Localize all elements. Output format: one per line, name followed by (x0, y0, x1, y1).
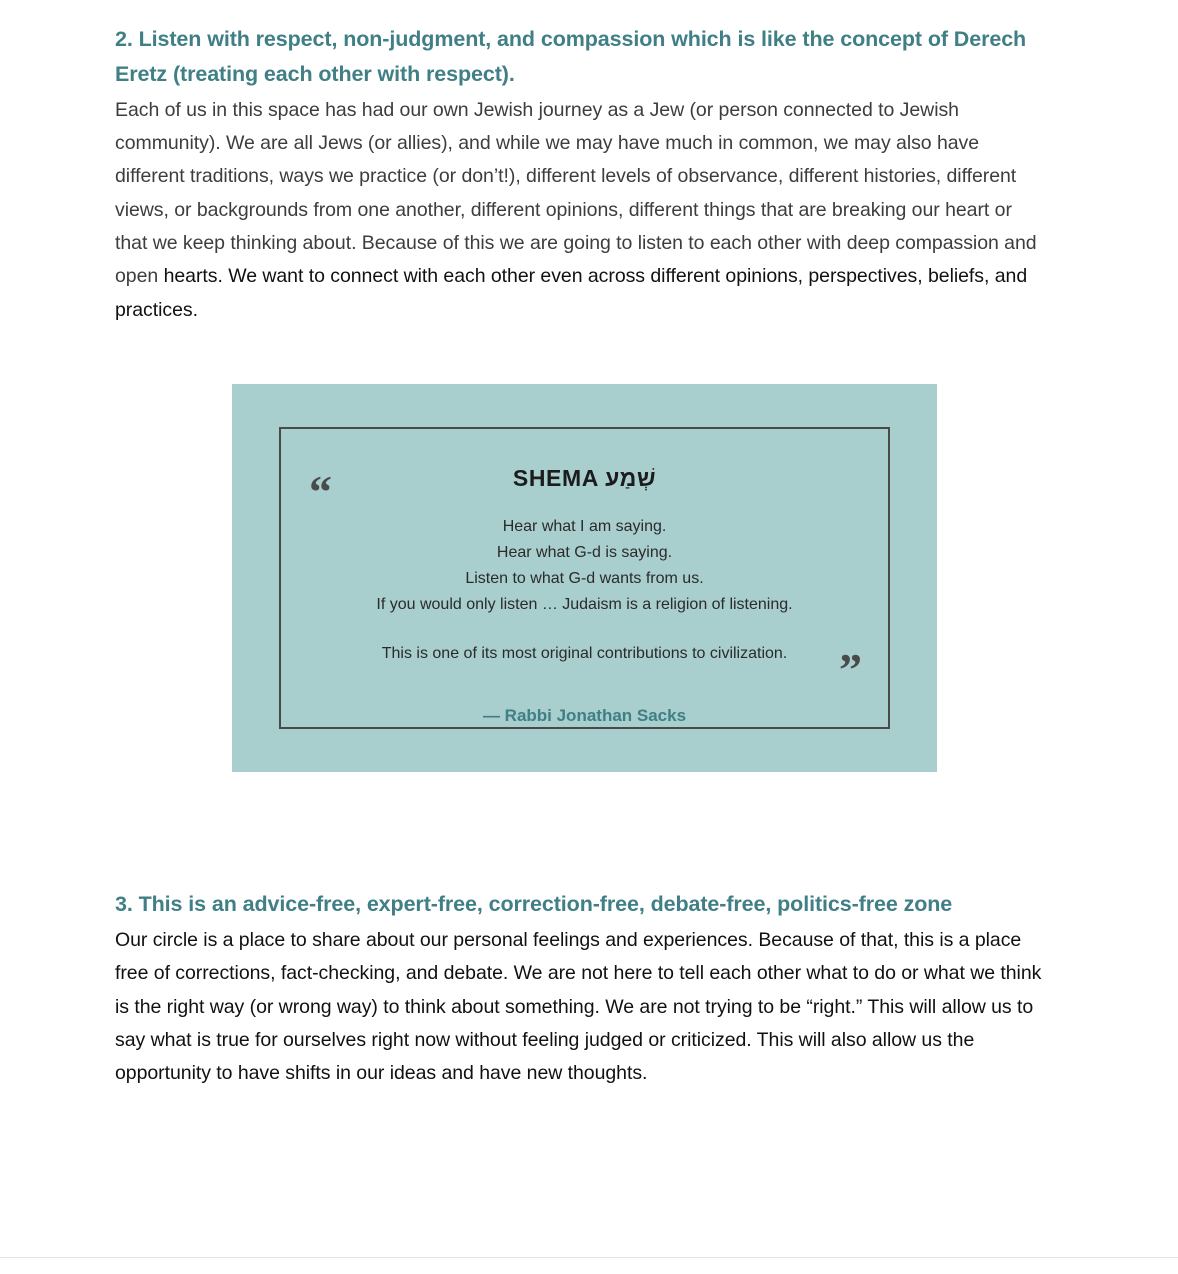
quote-attribution: — Rabbi Jonathan Sacks (482, 706, 687, 726)
quote-title: SHEMA שְׁמַע (512, 465, 657, 492)
section-paragraph-2-part1: Each of us in this space has had our own Jewish journey as a Jew (or person connected to Jewish community). We are all Jews (or allies), and while we may have much in common, we may also have different traditions, ways we practice (or don’t!), different levels of observance, different histories, different views, or backgrounds from one another, different opinions, different things that are breaking our heart or that we keep thinking about. Because of this we are going to listen to each other with deep compassion and open (115, 98, 1037, 288)
section-paragraph-2 (115, 94, 1045, 327)
quote-block (115, 384, 1063, 772)
section-paragraph-2-part2: hearts. We want to connect with each other even across different opinions, perspectives, beliefs, and practices. (115, 265, 1028, 321)
quote-line: Hear what I am saying. (502, 518, 667, 536)
section-paragraph-3: Our circle is a place to share about our personal feelings and experiences. Because of that, this is a place free of corrections, fact-checking, and debate. We are not here to tell each other what to do or what we think is the right way (or wrong way) to think about something. We are not trying to be “right.” This will allow us to say what is true for ourselves right now without feeling judged or criticized. This will also allow us the opportunity to have shifts in our ideas and have new thoughts. (115, 928, 1042, 1085)
quote-card-frame (279, 427, 890, 729)
quote-line: Hear what G-d is saying. (496, 543, 673, 561)
section-heading-2: 2. Listen with respect, non-judgment, and compassion which is like the concept of Derech Eretz (treating each other with respect). (115, 27, 1027, 86)
section-heading-3: 3. This is an advice-free, expert-free, correction-free, debate-free, politics-free zone (115, 892, 953, 917)
close-quote-icon: ” (839, 644, 862, 696)
quote-card (232, 384, 937, 772)
quote-line: If you would only listen … Judaism is a religion of listening. (376, 595, 793, 613)
section-spacer (115, 772, 1063, 887)
quote-lines (311, 514, 858, 618)
quote-line: Listen to what G-d wants from us. (465, 569, 704, 587)
open-quote-icon: “ (309, 466, 332, 518)
quote-extra-line: This is one of its most original contributions to civilization. (381, 644, 788, 662)
page-bottom-rule (0, 1257, 1178, 1274)
